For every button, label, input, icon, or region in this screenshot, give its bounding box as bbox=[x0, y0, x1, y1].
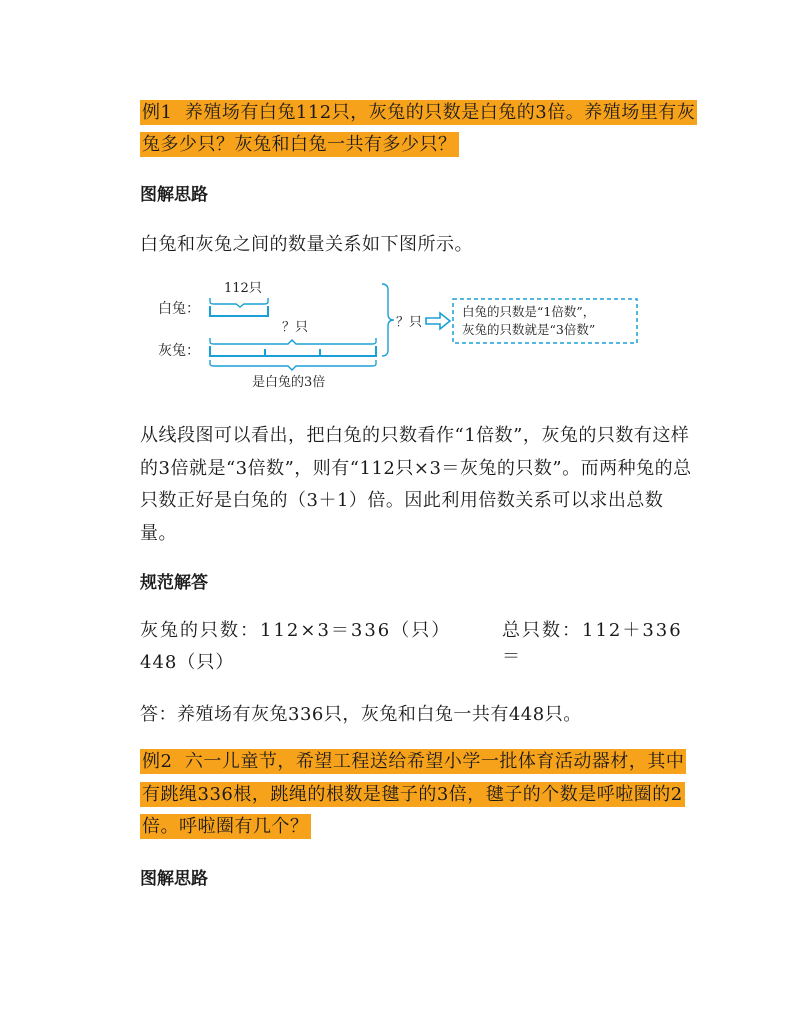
gray-rabbit-calculation: 灰兔的只数：112×3＝336（只） bbox=[140, 620, 452, 641]
example-2-text: 六一儿童节，希望工程送给希望小学一批体育活动器材，其中有跳绳336根，跳绳的根数是毽子的3倍，毽子的个数是呼啦圈的2倍。呼啦圈有几个？ bbox=[142, 751, 685, 837]
section-heading-3 bbox=[140, 864, 700, 889]
section-heading-1-text: 图解思路 bbox=[140, 185, 208, 205]
line-segment-diagram bbox=[150, 278, 650, 393]
white-rabbit-label: 白兔： bbox=[158, 301, 200, 317]
explanation-text: 从线段图可以看出，把白兔的只数看作“1倍数”，灰兔的只数有这样的3倍就是“3倍数”，则有“112只×3＝灰兔的只数”。而两种兔的总只数正好是白兔的（3＋1）倍。因此利用倍数关系可以求出总数量。 bbox=[140, 425, 692, 544]
example-2-highlight bbox=[140, 749, 686, 839]
answer bbox=[140, 700, 700, 730]
total-calculation-part-1: 总只数：112＋336＝ bbox=[502, 620, 683, 667]
example-1-label: 例1 bbox=[142, 102, 173, 123]
gray-rabbit-unknown: ？只 bbox=[282, 320, 309, 335]
white-rabbit-count: 112只 bbox=[224, 281, 262, 296]
solution-row-2 bbox=[140, 648, 700, 674]
white-rabbit-top-brace bbox=[210, 298, 268, 307]
gray-rabbit-bottom-brace bbox=[210, 360, 376, 370]
answer-text: 答：养殖场有灰兔336只，灰兔和白兔一共有448只。 bbox=[140, 704, 582, 725]
total-unknown: ？只 bbox=[396, 315, 423, 330]
gray-rabbit-caption: 是白兔的3倍 bbox=[252, 375, 326, 390]
intro-text: 白兔和灰兔之间的数量关系如下图所示。 bbox=[140, 234, 473, 255]
intro bbox=[140, 230, 700, 260]
note-line-1: 白兔的只数是“1倍数”， bbox=[462, 304, 596, 319]
section-heading-2-text: 规范解答 bbox=[140, 573, 208, 593]
total-brace bbox=[382, 284, 394, 356]
example-1-highlight bbox=[140, 100, 697, 157]
example-2-label: 例2 bbox=[142, 751, 173, 772]
arrow-icon bbox=[426, 313, 450, 329]
white-rabbit-segment bbox=[210, 306, 268, 316]
note-line-2: 灰兔的只数就是“3倍数” bbox=[462, 322, 596, 337]
gray-rabbit-label: 灰兔： bbox=[158, 343, 200, 359]
section-heading-3-text: 图解思路 bbox=[140, 869, 208, 889]
explanation bbox=[140, 420, 700, 550]
section-heading-1 bbox=[140, 180, 700, 205]
total-calculation-part-2: 448（只） bbox=[140, 652, 235, 673]
example-1 bbox=[140, 97, 700, 161]
section-heading-2 bbox=[140, 568, 700, 593]
gray-rabbit-segment bbox=[210, 346, 376, 356]
gray-rabbit-top-brace bbox=[210, 338, 376, 344]
example-2 bbox=[140, 746, 700, 844]
example-1-text: 养殖场有白兔112只，灰兔的只数是白兔的3倍。养殖场里有灰兔多少只？灰兔和白兔一共有多少只？ bbox=[142, 102, 696, 155]
